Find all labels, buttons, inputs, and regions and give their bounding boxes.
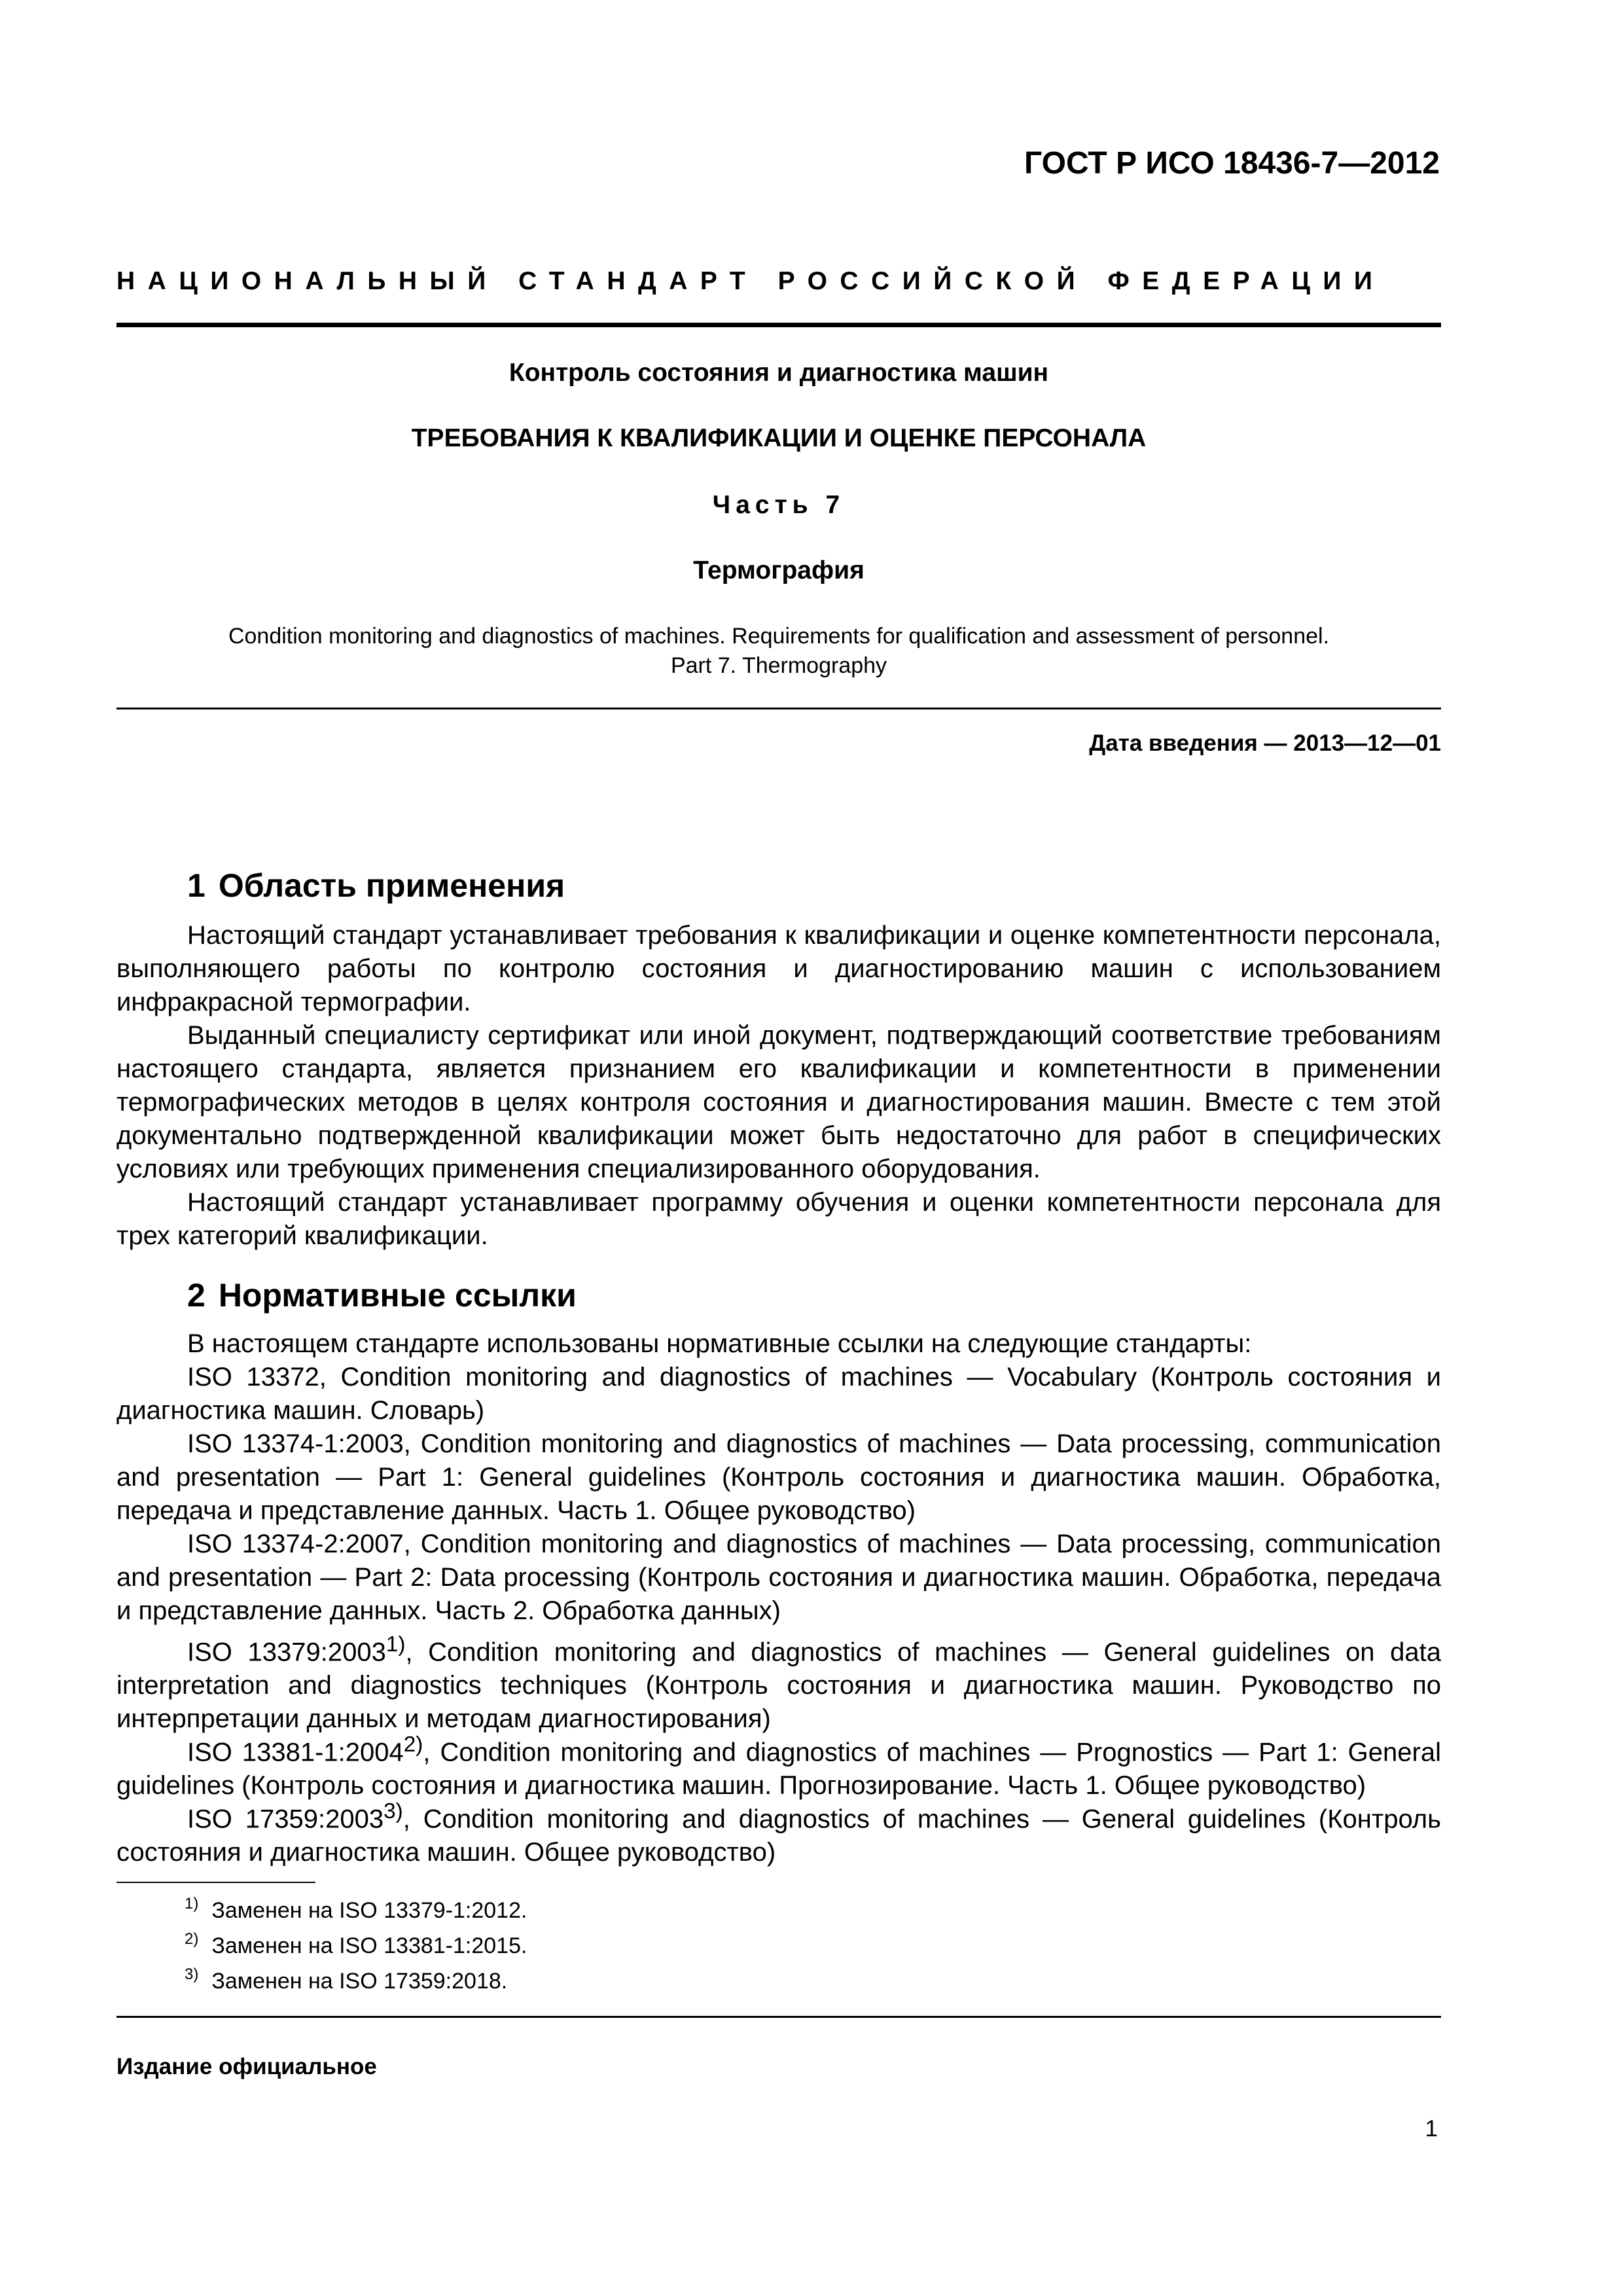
reference-item [116, 1795, 1441, 1869]
footnote-item [185, 1930, 527, 1959]
document-subject: Термография [693, 556, 865, 584]
document-part-label: Часть 7 [712, 491, 846, 519]
reference-description: , Condition monitoring and diagnostics of machines — Vocabulary (Контроль состояния и диагностика машин. Словарь) [116, 1363, 1441, 1425]
section-1-number: 1 [187, 867, 205, 904]
section-1-paragraph-2: Выданный специалисту сертификат или иной документ, подтверждающий соответствие требованиям настоящего стандарта, является признанием его квалификации и компетентности в применении термографических методов в целях контроля состояния и диагностирования машин. Вместе с тем этой документально подтвержденной квалификации может быть недостаточно для работ в специфических условиях или требующих применения специализированного оборудования. [116, 1021, 1441, 1183]
document-code: ГОСТ Р ИСО 18436-7—2012 [1024, 146, 1440, 181]
english-title-line2: Part 7. Thermography [670, 653, 887, 678]
document-title: Контроль состояния и диагностика машин [508, 359, 1049, 387]
intro-date: Дата введения — 2013—12—01 [1089, 730, 1441, 756]
footnote-marker: 3) [383, 1799, 403, 1823]
section-2-title: Нормативные ссылки [218, 1277, 577, 1314]
section-2-heading [187, 1276, 577, 1314]
reference-item [116, 1628, 1441, 1736]
reference-description: , Condition monitoring and diagnostics of machines — Prognostics — Part 1: General guidelines (Контроль состояния и диагностика машин. Прогнозирование. Часть 1. Общее руководство) [116, 1738, 1441, 1801]
page-number: 1 [1425, 2116, 1438, 2142]
reference-item [116, 1528, 1441, 1628]
reference-description: , Condition monitoring and diagnostics of machines — Data processing, communication and presentation — Part 1: General guidelines (Контроль состояния и диагностика машин. Обработка, передача и представление данных. Часть 1. Общее руководство) [116, 1429, 1441, 1525]
footnote-text: Заменен на ISO 13379-1:2012. [211, 1898, 527, 1923]
reference-code: ISO 13374-2:2007 [187, 1530, 404, 1558]
section-1-paragraph-3: Настоящий стандарт устанавливает программу обучения и оценки компетентности персонала для трех категорий квалификации. [116, 1188, 1441, 1250]
reference-item [116, 1728, 1441, 1803]
reference-code: ISO 13379:2003 [187, 1638, 386, 1667]
section-2-number: 2 [187, 1277, 205, 1314]
footer-divider [116, 2016, 1441, 2018]
section-1-paragraph-1: Настоящий стандарт устанавливает требования к квалификации и оценке компетентности персонала, выполняющего работы по контролю состояния и диагностированию машин с использованием инфракрасной термографии. [116, 921, 1441, 1016]
reference-description: , Condition monitoring and diagnostics of machines — Data processing, communication and presentation — Part 2: Data processing (Контроль состояния и диагностика машин. Обработка, передача и представление данных. Часть 2. Обработка данных) [116, 1530, 1441, 1625]
reference-item [116, 1427, 1441, 1528]
header-divider [116, 323, 1441, 327]
footnote-text: Заменен на ISO 13381-1:2015. [211, 1933, 527, 1958]
footnote-item [185, 1965, 508, 1994]
reference-item [116, 1361, 1441, 1427]
footnote-separator [116, 1882, 315, 1883]
reference-code: ISO 13372 [187, 1363, 319, 1391]
section-1-title: Область применения [218, 867, 565, 904]
reference-description: , Condition monitoring and diagnostics of machines — General guidelines on data interpretation and diagnostics techniques (Контроль состояния и диагностика машин. Руководство по интерпретации данных и методам диагностирования) [116, 1638, 1441, 1734]
footnote-number: 1) [185, 1895, 199, 1912]
reference-description: , Condition monitoring and diagnostics of machines — General guidelines (Контроль состояния и диагностика машин. Общее руководство) [116, 1804, 1441, 1867]
section-2-intro: В настоящем стандарте использованы нормативные ссылки на следующие стандарты: [187, 1329, 1252, 1358]
footnote-number: 3) [185, 1965, 199, 1983]
reference-code: ISO 13381-1:2004 [187, 1738, 404, 1767]
footnote-marker: 2) [403, 1732, 423, 1757]
footnote-text: Заменен на ISO 17359:2018. [211, 1969, 508, 1994]
footnote-marker: 1) [385, 1632, 406, 1657]
reference-code: ISO 13374-1:2003 [187, 1429, 404, 1458]
national-standard-heading: НАЦИОНАЛЬНЫЙ СТАНДАРТ РОССИЙСКОЙ ФЕДЕРАЦИИ [116, 267, 1385, 295]
edition-label: Издание официальное [116, 2054, 377, 2079]
english-title-line1: Condition monitoring and diagnostics of machines. Requirements for qualification and assessment of personnel. [228, 624, 1330, 649]
footnote-number: 2) [185, 1930, 199, 1948]
document-requirements-title: ТРЕБОВАНИЯ К КВАЛИФИКАЦИИ И ОЦЕНКЕ ПЕРСОНАЛА [411, 424, 1147, 452]
title-divider [116, 708, 1441, 709]
footnote-item [185, 1895, 527, 1924]
reference-code: ISO 17359:2003 [187, 1804, 384, 1834]
english-title [116, 622, 1441, 681]
section-1-heading [187, 867, 565, 905]
